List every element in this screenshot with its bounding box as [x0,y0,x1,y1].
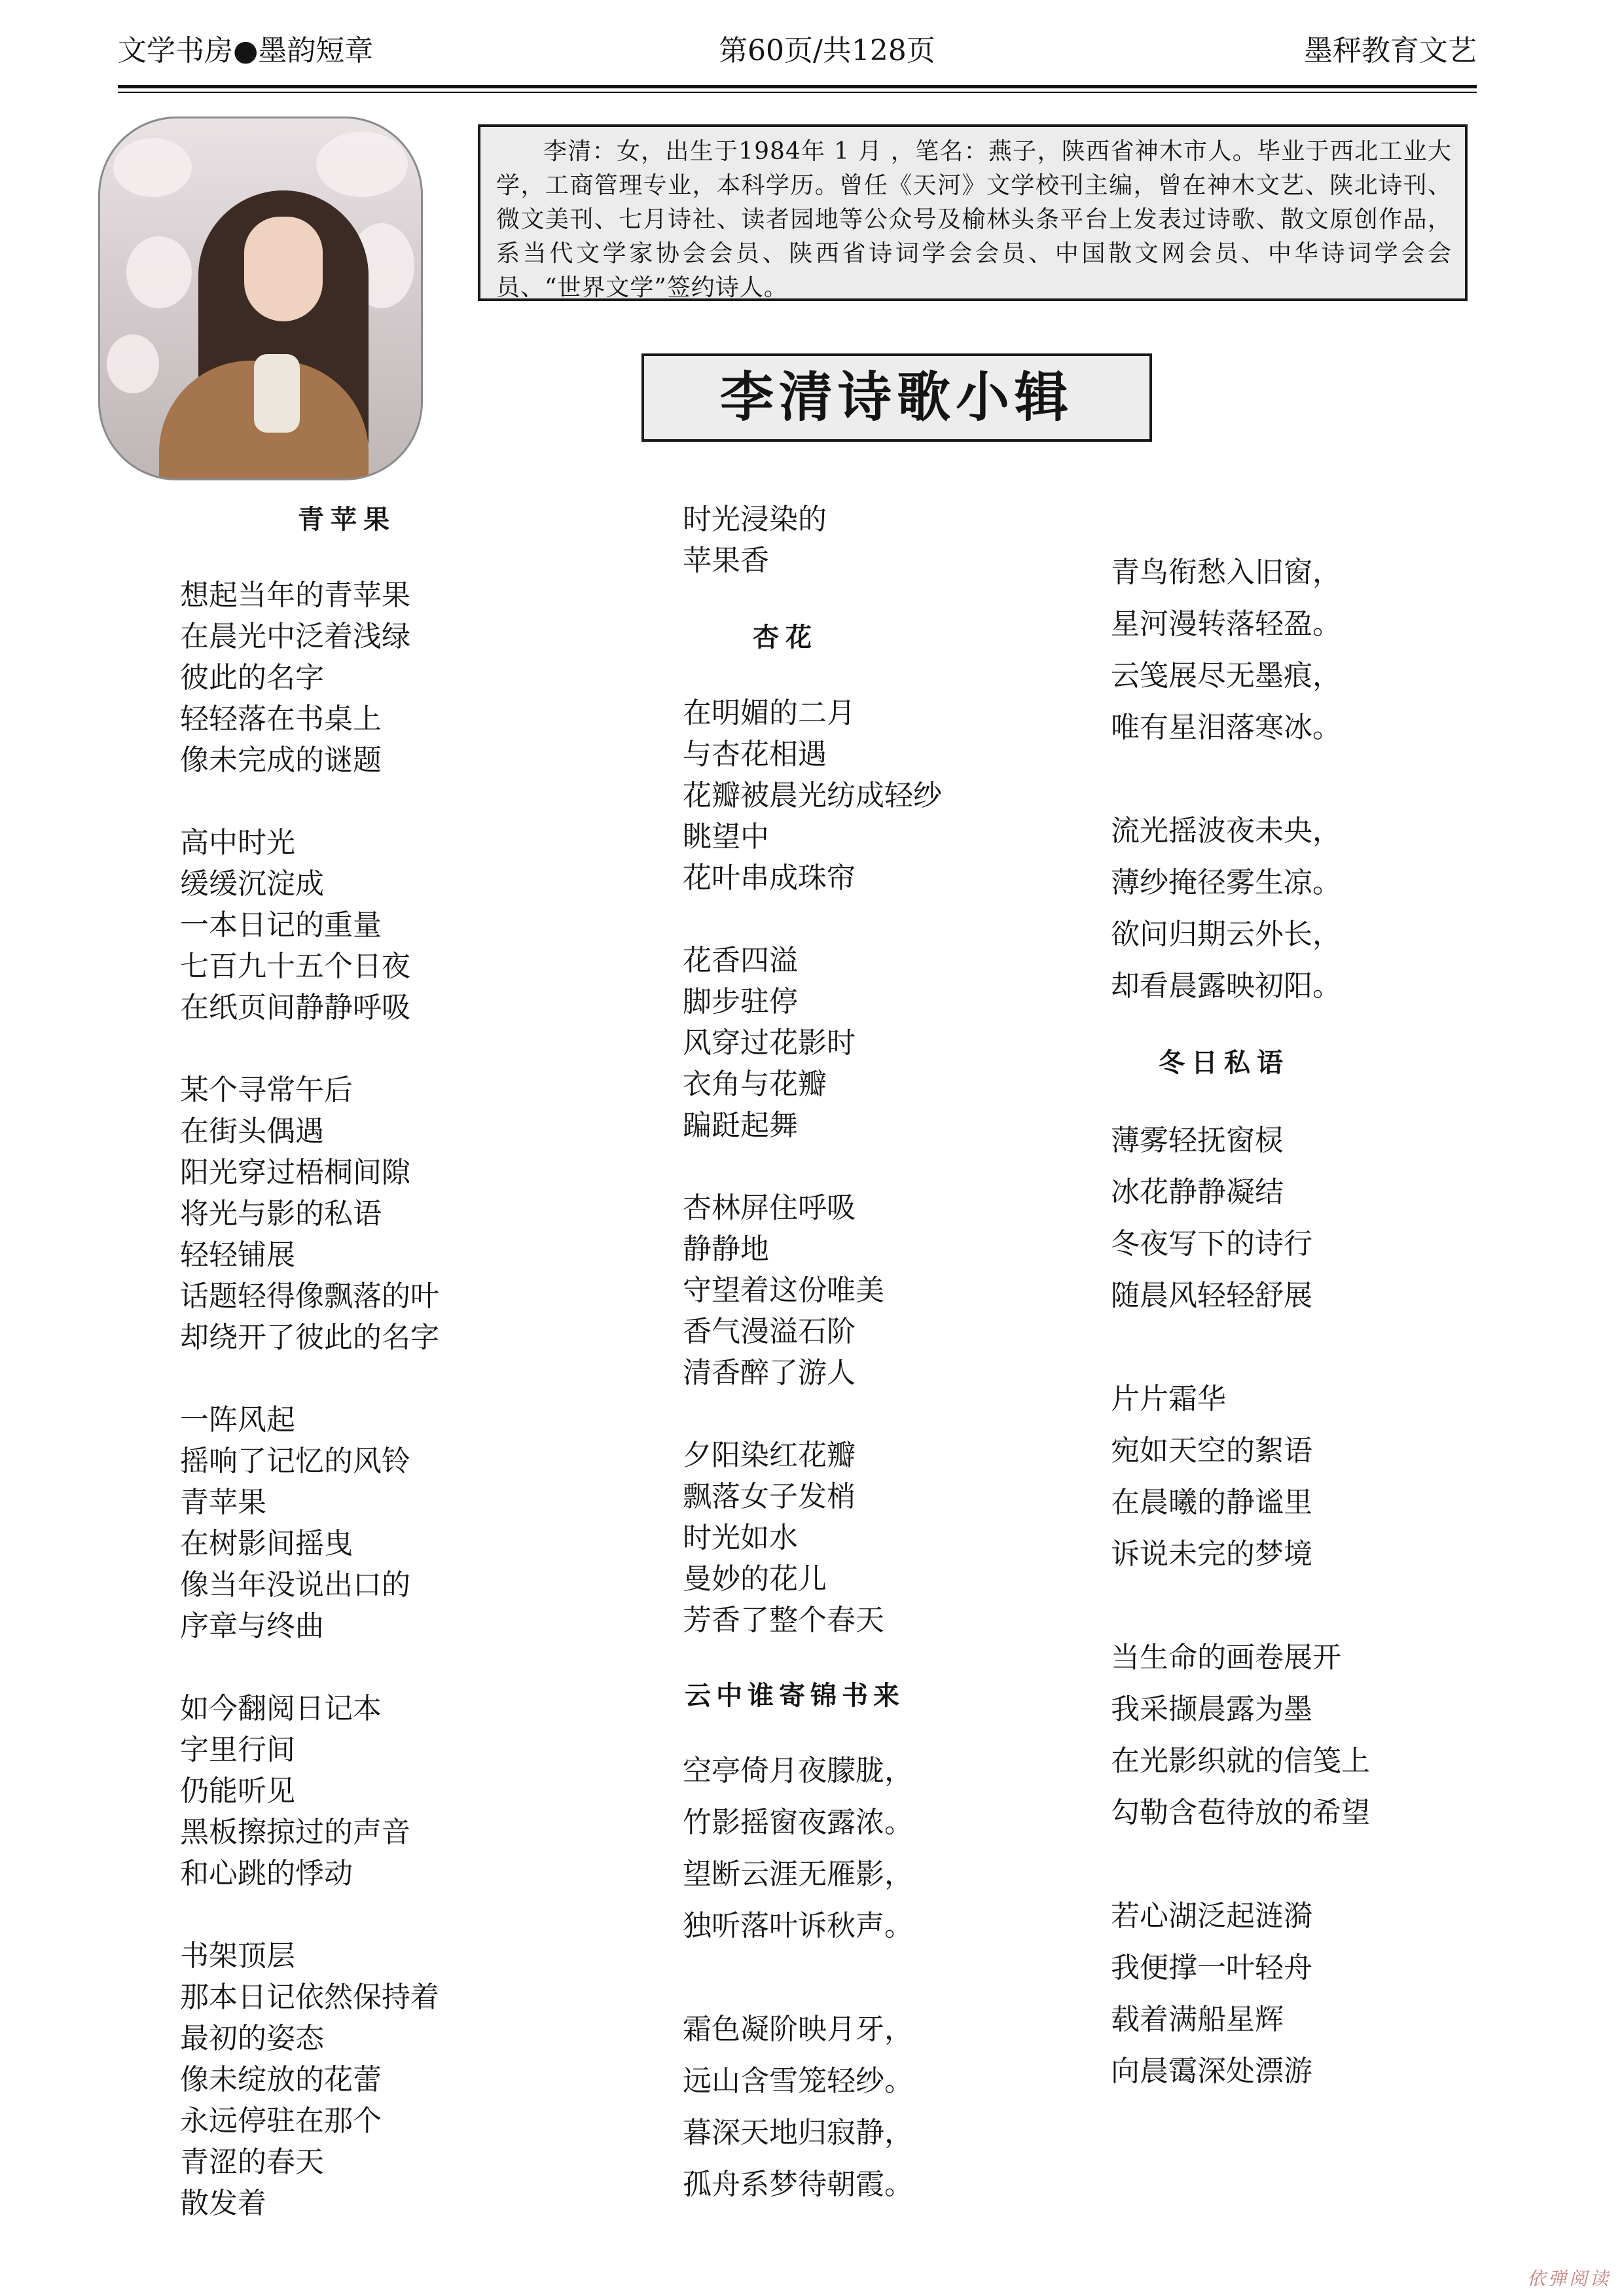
header-right: 墨秤教育文艺 [1304,34,1477,67]
poem-line [180,781,439,822]
poem-line [1111,753,1341,805]
poem-line: 风穿过花影时 [683,1026,856,1060]
poem-line: 夕阳染红花瓣 [683,1439,856,1472]
poem-line: 阳光穿过梧桐间隙 [180,1156,410,1189]
poem-line: 轻轻铺展 [180,1238,295,1272]
poem-line: 我便撑一叶轻舟 [1111,1951,1312,1984]
poem-line: 像未绽放的花蕾 [180,2063,382,2096]
poem-line: 想起当年的青苹果 [180,579,410,612]
poem-line: 高中时光 [180,826,295,859]
poem-line [683,1952,913,2003]
poem-line: 话题轻得像飘落的叶 [180,1280,439,1313]
poem-line: 与杏花相遇 [683,738,827,771]
poem-line: 载着满船星辉 [1111,2003,1284,2036]
poem-line: 芳香了整个春天 [683,1604,884,1637]
poem-line [180,1358,439,1399]
poem-line: 在街头偶遇 [180,1115,324,1148]
poem-line: 却看晨露映初阳。 [1111,969,1341,1003]
poem-line: 蹁跹起舞 [683,1109,798,1142]
poem-line: 飘落女子发梢 [683,1480,856,1513]
poem-line: 我采撷晨露为墨 [1111,1693,1312,1726]
poem-line: 散发着 [180,2187,266,2220]
poem-yunzhong [683,1745,913,2210]
poem-line: 竹影摇窗夜露浓。 [683,1806,913,1839]
header-rule-thick [118,85,1477,88]
poem-line: 远山含雪笼轻纱。 [683,2064,913,2098]
poem-line: 如今翻阅日记本 [180,1692,382,1725]
header-page-number: 第60页/共128页 [719,34,935,67]
poem-line: 青苹果 [180,1486,266,1519]
poem-line: 香气漫溢石阶 [683,1315,856,1348]
poem-line: 若心湖泛起涟漪 [1111,1899,1312,1933]
poem-line: 在纸页间静静呼吸 [180,991,410,1024]
poem-line: 空亭倚月夜朦胧， [683,1754,913,1787]
poem-line: 诉说未完的梦境 [1111,1537,1312,1571]
poem-line: 和心跳的悸动 [180,1857,353,1890]
poem-line: 欲问归期云外长， [1111,918,1341,951]
header-rule-thin [118,92,1477,93]
poem-line: 望断云涯无雁影， [683,1857,913,1891]
poem-line: 片片霜华 [1111,1382,1226,1416]
poem-line: 孤舟系梦待朝霞。 [683,2168,913,2201]
poem-line: 七百九十五个日夜 [180,950,410,983]
poem-line: 向晨霭深处漂游 [1111,2054,1312,2088]
poem-line: 随晨风轻轻舒展 [1111,1279,1312,1312]
poem-line: 脚步驻停 [683,985,798,1018]
poem-line: 霜色凝阶映月牙， [683,2013,913,2046]
poem-line: 那本日记依然保持着 [180,1981,439,2014]
poem-line: 宛如天空的絮语 [1111,1434,1312,1467]
poem-line: 独听落叶诉秋声。 [683,1909,913,1943]
poem-line: 薄雾轻抚窗棂 [1111,1124,1284,1157]
poem-line: 唯有星泪落寒冰。 [1111,711,1341,744]
poem-title-qingpingguo: 青苹果 [298,504,396,535]
poem-line: 时光如水 [683,1521,798,1554]
poem-line: 苹果香 [683,544,769,577]
author-photo [98,117,423,480]
poem-line: 衣角与花瓣 [683,1067,827,1101]
poem-line: 时光浸染的 [683,503,827,536]
poem-line: 黑板擦掠过的声音 [180,1816,410,1849]
poem-line: 星河漫转落轻盈。 [1111,607,1341,641]
poem-line: 流光摇波夜未央， [1111,814,1341,848]
poem-line: 在晨曦的静谧里 [1111,1486,1312,1519]
poem-dongri [1111,1115,1370,2097]
poem-line: 花香四溢 [683,944,798,977]
poem-qingpingguo [180,575,439,2224]
poem-line: 云笺展尽无墨痕， [1111,659,1341,692]
poem-line: 杏林屏住呼吸 [683,1191,856,1225]
poem-line: 彼此的名字 [180,661,324,694]
poem-line: 花瓣被晨光纺成轻纱 [683,779,942,812]
poem-line: 花叶串成珠帘 [683,861,856,895]
poem-title-xinghua: 杏花 [753,622,818,653]
author-bio: 李清：女，出生于1984年 1 月 ，笔名：燕子，陕西省神木市人。毕业于西北工业大学，工商管理专业，本科学历。曾任《天河》文学校刊主编，曾在神木文艺、陕北诗刊、微文美刊、七月诗社、读者园地等公众号及榆林头条平台上发表过诗歌、散文原创作品，系当代文学家协会会员、陕西省诗词学会会员、中国散文网会员、中华诗词学会会员、“世界文学”签约诗人。 [478,124,1468,301]
poem-line: 薄纱掩径雾生凉。 [1111,866,1341,899]
poem-line: 眺望中 [683,820,769,853]
poem-line: 一阵风起 [180,1403,295,1437]
poem-line: 摇响了记忆的风铃 [180,1444,410,1478]
poem-qingpingguo-continued [683,499,827,581]
poem-line: 永远停驻在那个 [180,2104,382,2138]
poem-line: 像当年没说出口的 [180,1568,410,1602]
poem-line [1111,1580,1370,1632]
poem-line: 最初的姿态 [180,2022,324,2055]
poem-yunzhong-continued [1111,547,1341,1012]
poem-line: 像未完成的谜题 [180,744,382,777]
poem-line: 在光影织就的信笺上 [1111,1744,1370,1778]
poem-line: 冰花静静凝结 [1111,1175,1284,1209]
poem-xinghua [683,692,942,1641]
poem-line: 字里行间 [180,1733,295,1767]
poem-line: 曼妙的花儿 [683,1562,827,1596]
poem-line: 勾勒含苞待放的希望 [1111,1796,1370,1829]
poem-line: 在晨光中泛着浅绿 [180,620,410,653]
poem-line [683,1393,942,1435]
poem-line: 暮深天地归寂静， [683,2116,913,2149]
watermark: 依弹阅读 [1526,2268,1611,2289]
poem-line: 冬夜写下的诗行 [1111,1227,1312,1261]
poem-line: 在明媚的二月 [683,696,856,730]
poem-line: 某个寻常午后 [180,1073,353,1107]
poem-line [683,899,942,940]
header-left: 文学书房●墨韵短章 [118,34,374,67]
poem-line: 清香醉了游人 [683,1356,856,1390]
poem-line [180,1894,439,1935]
poem-line [180,1028,439,1069]
poem-line: 当生命的画卷展开 [1111,1641,1341,1674]
poem-title-dongri: 冬日私语 [1159,1047,1290,1078]
poem-line [180,1647,439,1688]
poem-line: 缓缓沉淀成 [180,867,324,901]
poem-line: 书架顶层 [180,1939,295,1973]
poem-line [1111,1839,1370,1890]
poem-line: 一本日记的重量 [180,908,382,942]
poem-line [683,1146,942,1187]
poem-line: 青涩的春天 [180,2145,324,2179]
collection-title: 李清诗歌小辑 [641,353,1152,442]
poem-line: 在树影间摇曳 [180,1527,353,1560]
poem-line: 仍能听见 [180,1774,295,1808]
poem-line: 守望着这份唯美 [683,1274,884,1307]
poem-line: 静静地 [683,1232,769,1266]
poem-line [1111,1321,1370,1373]
poem-line: 序章与终曲 [180,1609,324,1643]
poem-line: 将光与影的私语 [180,1197,382,1230]
poem-line: 轻轻落在书桌上 [180,702,382,736]
poem-line: 青鸟衔愁入旧窗， [1111,556,1341,589]
poem-line: 却绕开了彼此的名字 [180,1321,439,1354]
poem-title-yunzhong: 云中谁寄锦书来 [685,1680,905,1711]
